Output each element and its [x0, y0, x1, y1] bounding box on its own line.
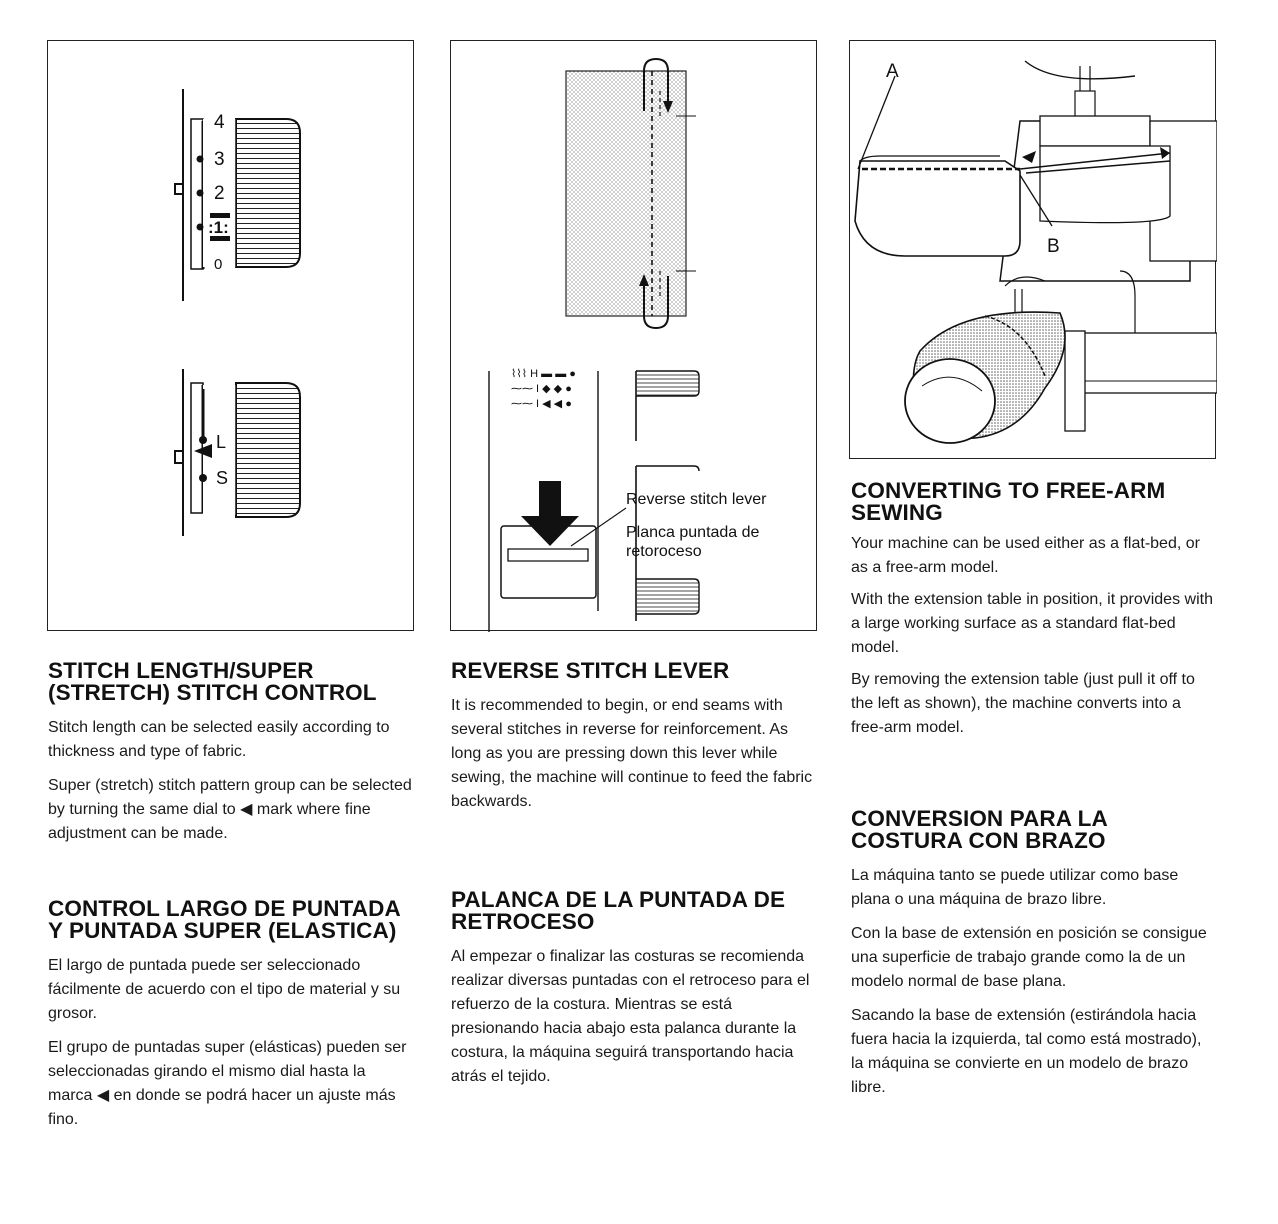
- stitch-length-dial-figure: [47, 40, 414, 631]
- label-b: B: [1047, 236, 1060, 257]
- planca-label-line1: Planca puntada de: [626, 524, 760, 541]
- svg-text:⁓⁓ I ◆ ◆ ●: ⁓⁓ I ◆ ◆ ●: [511, 383, 572, 395]
- label-a: A: [886, 61, 899, 82]
- stitch-length-paragraph-2: Super (stretch) stitch pattern group can be selected by turning the same dial to ◀ mark where fine adjustment can be made.: [48, 777, 412, 842]
- reverse-stitch-figure: [450, 40, 817, 631]
- control-largo-title: CONTROL LARGO DE PUNTADA Y PUNTADA SUPER (ELASTICA): [48, 896, 400, 943]
- stitch-length-paragraph-1: Stitch length can be selected easily according to thickness and type of fabric.: [48, 719, 390, 760]
- conversion-paragraph-3: Sacando la base de extensión (estirándola hacia fuera hacia la izquierda, tal como está mostrado), la máquina se convierte en un modelo de brazo libre.: [851, 1007, 1202, 1096]
- free-arm-title: CONVERTING TO FREE-ARM SEWING: [851, 478, 1166, 525]
- free-arm-paragraph-3: By removing the extension table (just pull it off to the left as shown), the machine converts into a free-arm model.: [851, 671, 1195, 736]
- free-arm-paragraph-1: Your machine can be used either as a flat-bed, or as a free-arm model.: [851, 535, 1200, 576]
- conversion-paragraph-2: Con la base de extensión en posición se consigue una superficie de trabajo grande como la de un modelo normal de base plana.: [851, 925, 1207, 990]
- conversion-title: CONVERSION PARA LA COSTURA CON BRAZO: [851, 806, 1107, 853]
- reverse-stitch-illustration: [451, 41, 818, 632]
- free-arm-paragraph-2: With the extension table in position, it provides with a large working surface as a standard flat-bed model.: [851, 591, 1213, 656]
- reverse-stitch-paragraph: It is recommended to begin, or end seams with several stitches in reverse for reinforcement. As long as you are pressing down this lever while sewing, the machine will continue to feed the fabric backwards.: [451, 697, 813, 810]
- dial-label-s: S: [216, 468, 229, 488]
- dial-number-0: 0: [214, 256, 223, 273]
- dial-number-3: 3: [214, 149, 225, 170]
- palanca-paragraph: Al empezar o finalizar las costuras se recomienda realizar diversas puntadas con el retroceso para el refuerzo de la costura. Mientras se está presionando hacia abajo esta palanca durante la costura, la máquina seguirá transportando hacia atrás el tejido.: [451, 948, 810, 1085]
- dial-label-l: L: [216, 432, 227, 452]
- control-largo-paragraph-2: El grupo de puntadas super (elásticas) pueden ser seleccionadas girando el mismo dial hasta la marca ◀ en donde se podrá hacer un ajuste más fino.: [48, 1039, 407, 1128]
- stitch-dial-illustration: [48, 41, 415, 632]
- svg-text:⁓⁓ I ◀ ◀ ●: ⁓⁓ I ◀ ◀ ●: [511, 398, 572, 410]
- stitch-length-text: [48, 660, 414, 1132]
- reverse-stitch-text: [451, 660, 817, 1089]
- palanca-title: PALANCA DE LA PUNTADA DE RETROCESO: [451, 887, 786, 934]
- reverse-stitch-title: REVERSE STITCH LEVER: [451, 658, 730, 683]
- free-arm-illustration: [850, 41, 1217, 460]
- reverse-stitch-label: Reverse stitch lever: [626, 491, 767, 508]
- dial-number-4: 4: [214, 112, 225, 133]
- planca-label-line2: retoroceso: [626, 543, 702, 560]
- svg-text:⌇⌇⌇ H ▬ ▬ ●: ⌇⌇⌇ H ▬ ▬ ●: [511, 368, 576, 380]
- dial-number-1: :1:: [208, 218, 229, 237]
- free-arm-text: [851, 480, 1217, 1100]
- stitch-length-title: STITCH LENGTH/SUPER (STRETCH) STITCH CONTROL: [48, 658, 377, 705]
- control-largo-paragraph-1: El largo de puntada puede ser seleccionado fácilmente de acuerdo con el tipo de material y su grosor.: [48, 957, 401, 1022]
- free-arm-figure: [849, 40, 1216, 459]
- conversion-paragraph-1: La máquina tanto se puede utilizar como base plana o una máquina de brazo libre.: [851, 867, 1179, 908]
- dial-number-2: 2: [214, 183, 225, 204]
